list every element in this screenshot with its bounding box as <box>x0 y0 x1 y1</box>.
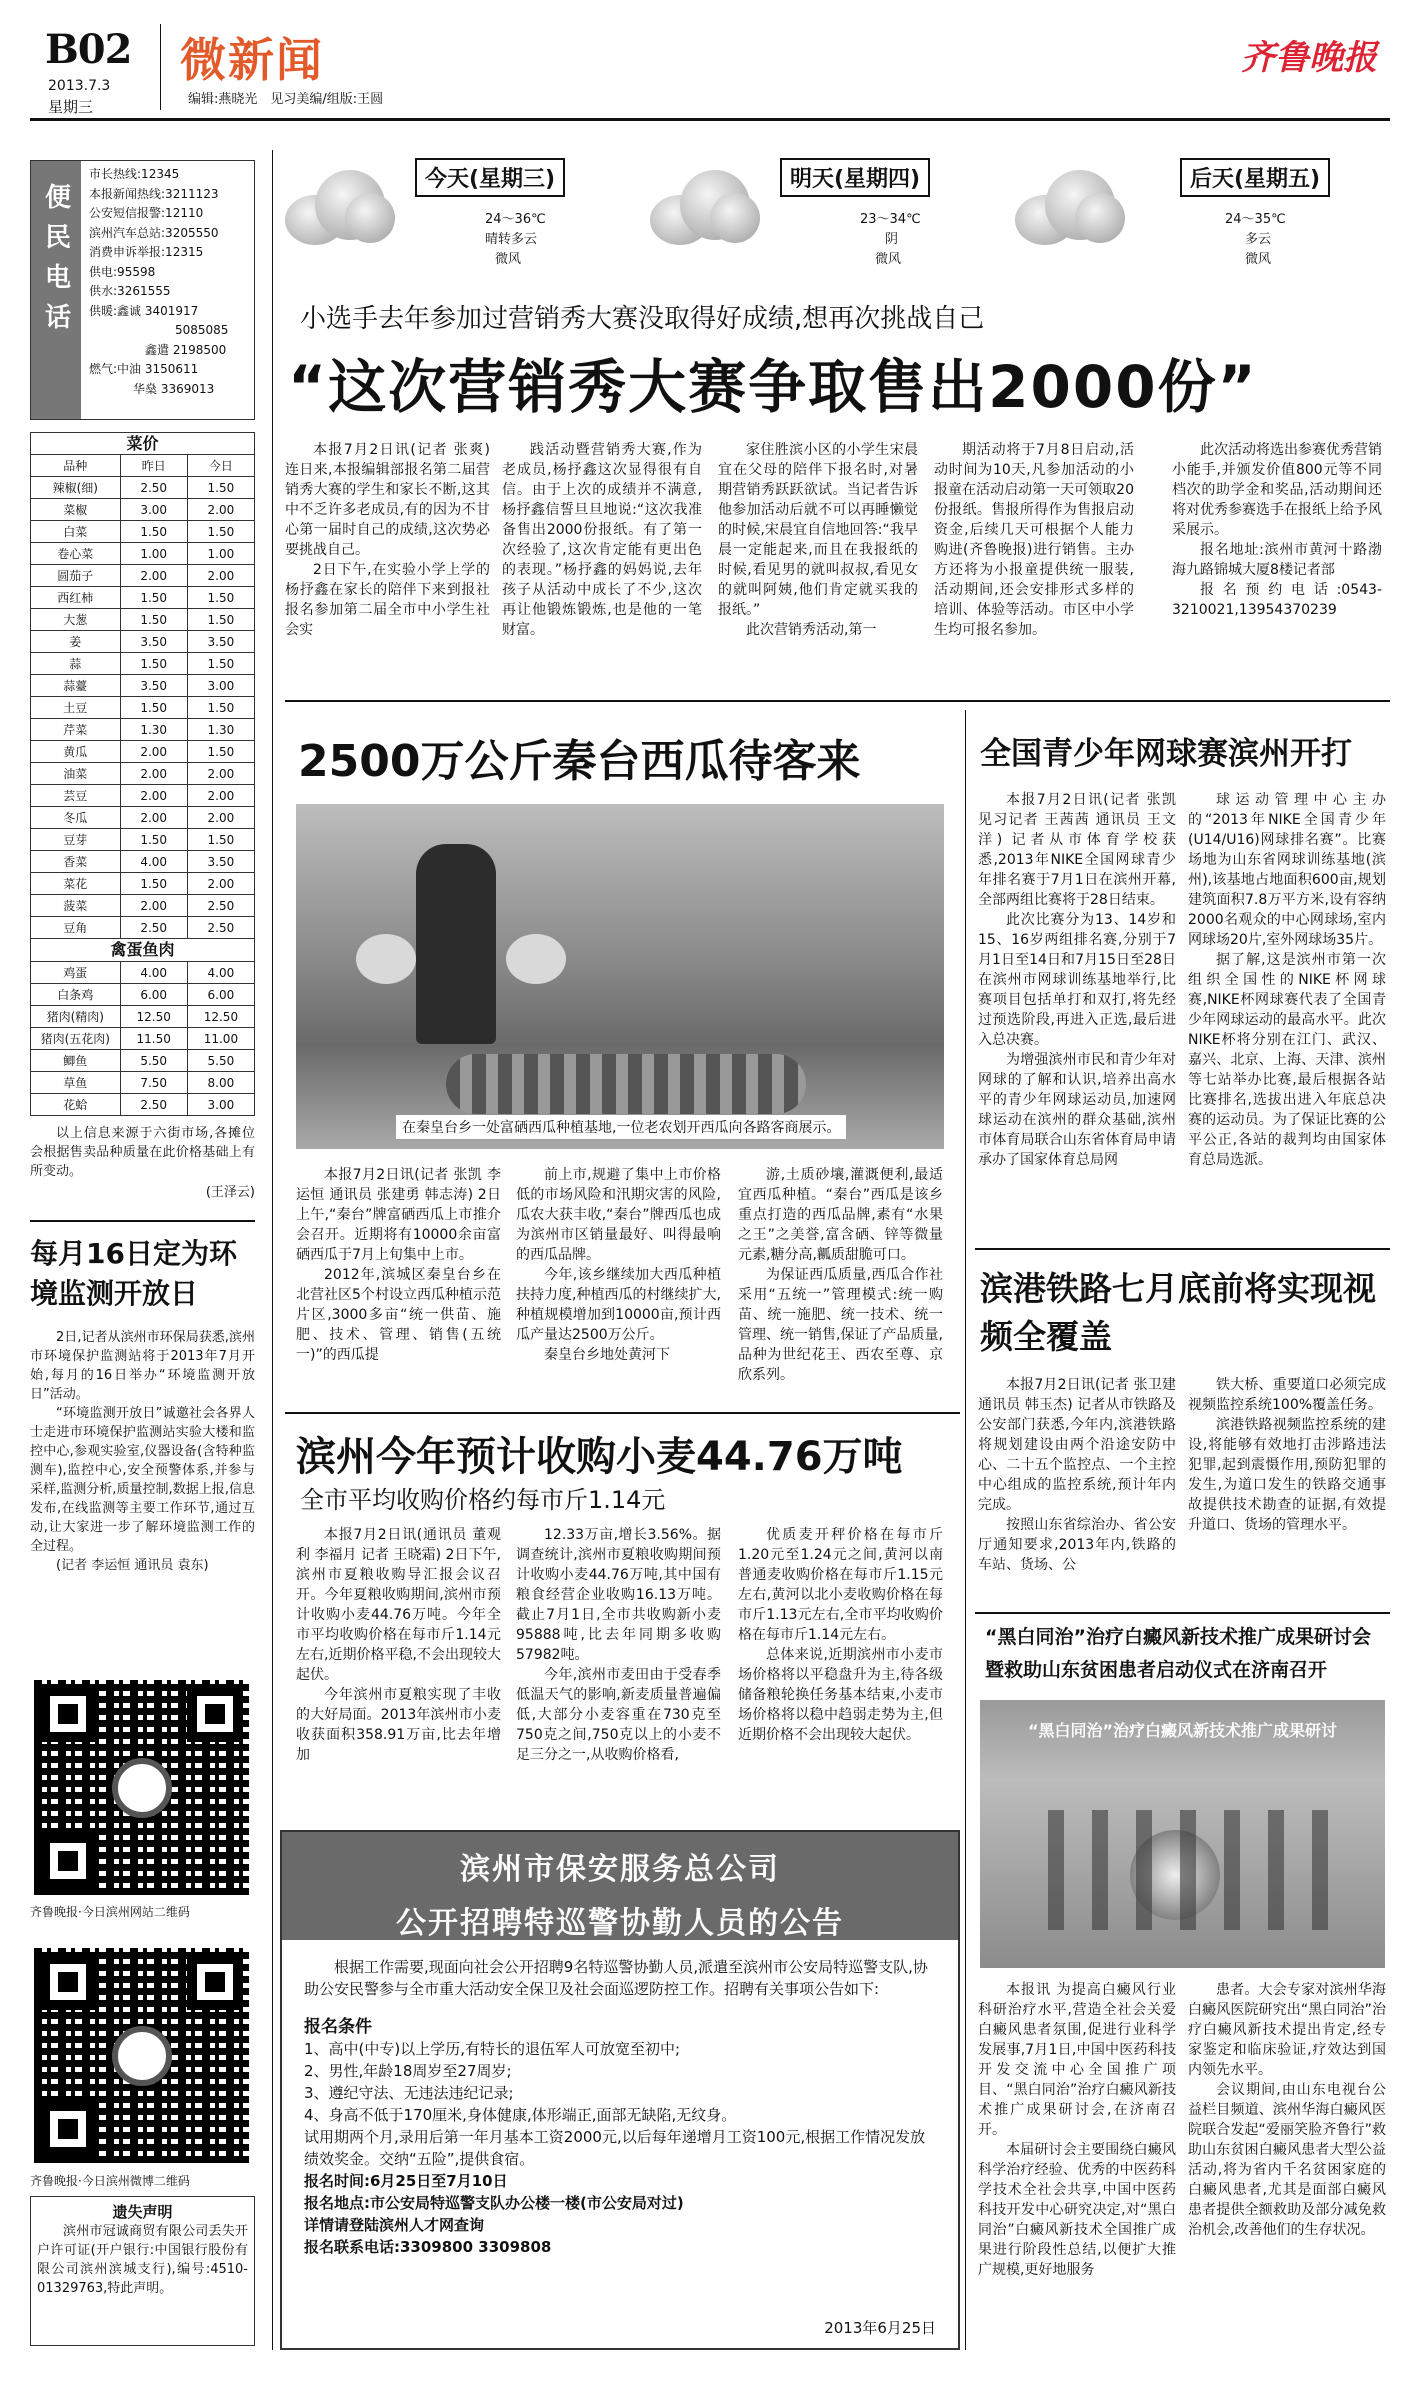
price-cell: 2.50 <box>120 1094 187 1116</box>
table-row <box>31 1094 255 1116</box>
item-name: 菜椒 <box>31 499 121 521</box>
medical-headline-2: 暨救助山东贫困患者启动仪式在济南召开 <box>985 1659 1328 1681</box>
table-row <box>31 807 255 829</box>
section-rule <box>285 1412 960 1414</box>
hotline-row: 供电:95598 <box>89 264 156 279</box>
weather-today <box>285 150 645 285</box>
paragraph: 期活动将于7月8日启动,活动时间为10天,凡参加活动的小报童在活动启动第一天可领取20份报纸。售报所得作为售报启动资金,后续几天可根据个人能力购进(齐鲁晚报)进行销售。主办方还将为小报童提供统一服装,活动期间,还会安排形式多样的培训、体验等活动。市区中小学生均可报名参加。 <box>934 442 1134 638</box>
price-cell: 2.00 <box>120 785 187 807</box>
right-column-rule <box>965 710 966 2350</box>
weather-day-title: 后天(星期五) <box>1180 158 1330 197</box>
weather-tomorrow <box>650 150 1010 285</box>
qr-code-weibo[interactable] <box>34 1948 249 2163</box>
hotline-row: 鑫遣 2198500 <box>145 342 227 357</box>
price-cell: 3.50 <box>120 631 187 653</box>
lead-headline: “这次营销秀大赛争取售出2000份” <box>288 353 1258 421</box>
recruit-detail: 详情请登陆滨州人才网查询 <box>304 2216 485 2234</box>
item-name: 鲫鱼 <box>31 1050 121 1072</box>
section-logo: 微新闻 <box>180 33 324 87</box>
paragraph: 本报7月2日讯(通讯员 董观利 李福月 记者 王晓霜) 2日下午,滨州市夏粮收购导汇报会议召开。今年夏粮收购期间,滨州市预计收购小麦44.76万吨。今年全市平均收购价格在每市斤1.14元左右,近期价格平稳,不会出现较大起伏。 <box>296 1527 501 1683</box>
price-cell: 4.00 <box>120 851 187 873</box>
table-row <box>31 565 255 587</box>
cloud-icon <box>650 165 760 245</box>
page-number: B02 <box>45 26 132 73</box>
item-name: 芹菜 <box>31 719 121 741</box>
table-row <box>31 521 255 543</box>
paragraph: 患者。大会专家对滨州华海白癜风医院研究出“黑白同治”治疗白癜风新技术提出肯定,经专家鉴定和临床验证,疗效达到国内领先水平。 <box>1188 1982 1386 2078</box>
price-cell: 2.00 <box>187 807 254 829</box>
price-cell: 2.00 <box>187 763 254 785</box>
paragraph: 总体来说,近期滨州市小麦市场价格将以平稳盘升为主,待各级储备粮轮换任务基本结束,小麦市场价格将以稳中趋弱走势为主,但近期价格不会出现较大起伏。 <box>738 1647 943 1743</box>
table-row <box>31 697 255 719</box>
recruit-header <box>282 1832 958 1940</box>
medical-headline-1: “黑白同治”治疗白癜风新技术推广成果研讨会 <box>985 1626 1371 1648</box>
tennis-col-1 <box>978 790 1176 1170</box>
hotline-row: 5085085 <box>175 323 229 337</box>
item-name: 豆角 <box>31 917 121 939</box>
paragraph: 此次比赛分为13、14岁和15、16岁两组排名赛,分别于7月1日至14日和7月15日至28日在滨州市网球训练基地举行,比赛项目包括单打和双打,将先经过预选阶段,再进入正选,最后进入总决赛。 <box>978 912 1176 1048</box>
paragraph: 今年滨州市夏粮实现了丰收的大好局面。2013年滨州市小麦收获面积358.91万亩,比去年增加 <box>296 1687 501 1763</box>
price-cell: 2.00 <box>120 807 187 829</box>
section-rule <box>285 700 1390 702</box>
melon-headline: 2500万公斤秦台西瓜待客来 <box>298 736 861 787</box>
wheat-col-1 <box>296 1525 501 1765</box>
meat-title: 禽蛋鱼肉 <box>30 939 255 961</box>
table-row <box>31 587 255 609</box>
item-name: 姜 <box>31 631 121 653</box>
table-row <box>31 873 255 895</box>
paragraph: 据了解,这是滨州市第一次组织全国性的NIKE杯网球赛,NIKE杯网球赛代表了全国青少年网球运动的最高水平。此次NIKE杯将分别在江门、武汉、嘉兴、北京、上海、天津、滨州等七站举办比赛,最后根据各站比赛排名,选拔出进入年底总决赛的运动员。为了保证比赛的公平公正,各站的裁判均由国家体育总局选派。 <box>1188 952 1386 1168</box>
lost-body: 滨州市冠诚商贸有限公司丢失开户许可证(开户银行:中国银行股份有限公司滨州滨城支行),编号:4510-01329763,特此声明。 <box>37 2224 248 2296</box>
paragraph: 球运动管理中心主办的“2013年NIKE全国青少年(U14/U16)网球排名赛”。比赛场地为山东省网球训练基地(滨州),该基地占地面积600亩,规划建筑面积7.8万平方米,设有容纳2000名观众的中心网球场,室内网球场20片,室外网球场35片。 <box>1188 792 1386 948</box>
veg-title: 菜价 <box>30 432 255 454</box>
header-cell: 今日 <box>187 455 254 477</box>
item-name: 黄瓜 <box>31 741 121 763</box>
item-name: 蒜 <box>31 653 121 675</box>
paper-logo: 齐鲁晚报 <box>1241 38 1377 78</box>
hotline-box <box>30 160 255 420</box>
table-row <box>31 895 255 917</box>
veg-table <box>30 454 255 939</box>
lead-col-5 <box>1172 440 1382 620</box>
price-cell: 2.00 <box>120 763 187 785</box>
table-row <box>31 851 255 873</box>
editors-line: 编辑:燕晓光 见习美编/组版:王圆 <box>188 92 384 107</box>
hotline-title-bar <box>31 161 81 419</box>
item-name: 豆芽 <box>31 829 121 851</box>
price-cell: 1.50 <box>120 587 187 609</box>
lost-notice <box>30 2196 255 2346</box>
item-name: 芸豆 <box>31 785 121 807</box>
item-name: 草鱼 <box>31 1072 121 1094</box>
qr-caption-website: 齐鲁晚报·今日滨州网站二维码 <box>30 1905 190 1919</box>
left-column-rule <box>272 150 273 2350</box>
weather-temp: 24～36℃ <box>485 212 546 227</box>
price-cell: 1.50 <box>187 587 254 609</box>
section-rule <box>975 1248 1390 1250</box>
hotline-row: 燃气:中油 3150611 <box>89 362 199 376</box>
price-cell: 1.00 <box>120 543 187 565</box>
price-cell: 3.50 <box>187 851 254 873</box>
item-name: 花蛤 <box>31 1094 121 1116</box>
paragraph: 按照山东省综治办、省公安厅通知要求,2013年内,铁路的车站、货场、公 <box>978 1517 1176 1573</box>
price-cell: 1.50 <box>187 697 254 719</box>
hotline-list <box>89 165 251 399</box>
lost-title: 遗失声明 <box>112 2203 173 2221</box>
paragraph: 秦皇台乡地处黄河下 <box>544 1347 670 1363</box>
hotline-row: 市长热线:12345 <box>89 167 180 181</box>
price-cell: 1.50 <box>120 521 187 543</box>
price-cell: 5.50 <box>187 1050 254 1072</box>
paragraph: 本报7月2日讯(记者 张凯 李运恒 通讯员 张建勇 韩志涛) 2日上午,“秦台”牌富硒西瓜上市推介会召开。近期将有10000余亩富硒西瓜于7月上旬集中上市。 <box>296 1167 501 1263</box>
paragraph: 为增强滨州市民和青少年对网球的了解和认识,培养出高水平的青少年网球运动员,加速网球运动在滨州的群众基础,滨州市体育局联合山东省体育局申请承办了国家体育总局网 <box>978 1052 1176 1168</box>
section-rule <box>975 1612 1390 1614</box>
melon-photo-caption: 在秦皇台乡一处富硒西瓜种植基地,一位老农划开西瓜向各路客商展示。 <box>396 1115 846 1139</box>
masthead <box>20 20 1397 116</box>
recruit-phone: 报名联系电话:3309800 3309808 <box>304 2238 552 2256</box>
price-cell: 1.50 <box>187 609 254 631</box>
veg-byline: (王泽云) <box>205 1185 255 1200</box>
paragraph: 2日下午,在实验小学上学的杨抒鑫在家长的陪伴下来到报社报名参加第二届全市中小学生社会实 <box>285 562 490 638</box>
price-cell: 2.00 <box>187 565 254 587</box>
item-name: 白条鸡 <box>31 984 121 1006</box>
price-cell: 4.00 <box>120 962 187 984</box>
table-row <box>31 741 255 763</box>
recruit-title-2: 公开招聘特巡警协勤人员的公告 <box>396 1906 844 1941</box>
hotline-title: 便民电话 <box>40 183 71 343</box>
price-cell: 2.50 <box>120 917 187 939</box>
paragraph: 铁大桥、重要道口必须完成视频监控系统100%覆盖任务。 <box>1188 1377 1386 1413</box>
weather-day-title: 今天(星期三) <box>415 158 565 197</box>
table-row <box>31 785 255 807</box>
paragraph: 家住胜滨小区的小学生宋晨宜在父母的陪伴下报名时,对暑期营销秀跃跃欲试。当记者告诉他参加活动后就不可以再睡懒觉的时候,宋晨宜自信地回答:“我早晨一定能起来,而且在我报纸的时候,看见男的就叫叔叔,看见女的就叫阿姨,他们肯定就买我的报纸。” <box>718 442 918 618</box>
paragraph: 会议期间,由山东电视台公益栏目频道、滨州华海白癜风医院联合发起“爱丽笑脸齐鲁行”救助山东贫困白癜风患者大型公益活动,将为省内千名贫困家庭的白癜风患者,尤其是面部白癜风患者提供全额救助及部分减免救治机会,改善他们的生存状况。 <box>1188 2082 1386 2238</box>
price-cell: 2.00 <box>187 785 254 807</box>
table-header <box>31 455 255 477</box>
item-name: 白菜 <box>31 521 121 543</box>
paragraph: 优质麦开秤价格在每市斤1.20元至1.24元之间,黄河以南普通麦收购价格在每市斤1.15元左右,黄河以北小麦收购价格在每市斤1.13元左右,全市平均收购价格在每市斤1.14元左右。 <box>738 1527 943 1643</box>
paragraph: 2日,记者从滨州市环保局获悉,滨州市环境保护监测站将于2013年7月开始,每月的16日举办“环境监测开放日”活动。 <box>30 1330 255 1402</box>
recruit-intro: 根据工作需要,现面向社会公开招聘9名特巡警协勤人员,派遣至滨州市公安局特巡警支队,协助公安民警参与全市重大活动安全保卫及社会面巡逻防控工作。招聘有关事项公告如下: <box>304 1958 928 1998</box>
hotline-row: 滨州汽车总站:3205550 <box>89 225 219 240</box>
rail-col-2 <box>1188 1375 1386 1535</box>
price-cell: 3.50 <box>187 631 254 653</box>
weather-desc: 阴 <box>885 232 899 247</box>
weather-temp: 24～35℃ <box>1225 212 1286 227</box>
price-cell: 1.50 <box>187 477 254 499</box>
paragraph: 践活动暨营销秀大赛,作为老成员,杨抒鑫这次显得很有自信。由于上次的成绩并不满意,杨抒鑫信誓旦旦地说:“这次我准备售出2000份报纸。有了第一次经验了,这次肯定能有更出色的表现。”杨抒鑫的妈妈说,去年孩子从活动中成长了不少,这次再让他锻炼锻炼,也是他的一笔财富。 <box>502 442 702 638</box>
price-cell: 3.00 <box>187 1094 254 1116</box>
lead-col-1 <box>285 440 490 640</box>
price-cell: 3.00 <box>187 675 254 697</box>
hotline-row: 公安短信报警:12110 <box>89 206 204 220</box>
item-name: 大葱 <box>31 609 121 631</box>
table-row <box>31 609 255 631</box>
weather-desc: 多云 <box>1245 232 1272 247</box>
recruit-trial: 试用期两个月,录用后第一年月基本工资2000元,以后每年递增月工资100元,根据工作情况发放绩效奖金。交纳“五险”,提供食宿。 <box>304 2128 926 2168</box>
weather-dayafter <box>1015 150 1385 285</box>
recruit-time: 报名时间:6月25日至7月10日 <box>304 2172 508 2190</box>
weather-day-title: 明天(星期四) <box>780 158 930 197</box>
wheat-col-3 <box>738 1525 943 1745</box>
paragraph: 游,土质砂壤,灌溉便利,最适宜西瓜种植。“秦台”西瓜是该乡重点打造的西瓜品牌,素有“水果之王”之美誉,富含硒、锌等微量元素,糖分高,瓤质甜脆可口。 <box>738 1167 943 1263</box>
medical-col-1 <box>978 1980 1176 2280</box>
item-name: 油菜 <box>31 763 121 785</box>
header-cell: 品种 <box>31 455 121 477</box>
medical-col-2 <box>1188 1980 1386 2240</box>
masthead-rule <box>30 118 1390 121</box>
cloud-icon <box>1015 165 1125 245</box>
price-cell: 2.50 <box>187 917 254 939</box>
recruit-ad <box>280 1830 960 2350</box>
paragraph: 报名预约电话:0543-3210021,13954370239 <box>1172 582 1382 618</box>
paragraph: “环境监测开放日”诚邀社会各界人士走进市环境保护监测站实验大楼和监控中心,参观实验室,仪器设备(含特种监测车),监控中心,安全预警体系,并参与采样,监测分析,质量控制,数据上报,信息发布,在线监测等主要工作环节,通过互动,让大家进一步了解环境监测工作的全过程。 <box>30 1406 255 1554</box>
price-cell: 1.50 <box>120 609 187 631</box>
item-name: 蒜薹 <box>31 675 121 697</box>
price-cell: 1.50 <box>187 829 254 851</box>
recruit-cond: 4、身高不低于170厘米,身体健康,体形端正,面部无缺陷,无纹身。 <box>304 2106 737 2124</box>
table-row <box>31 1050 255 1072</box>
price-cell: 3.00 <box>120 499 187 521</box>
price-cell: 2.00 <box>120 741 187 763</box>
table-row <box>31 763 255 785</box>
price-cell: 1.50 <box>120 653 187 675</box>
lead-col-3 <box>718 440 918 640</box>
table-row <box>31 499 255 521</box>
recruit-cond: 2、男性,年龄18周岁至27周岁; <box>304 2062 512 2080</box>
price-cell: 1.50 <box>187 653 254 675</box>
price-cell: 12.50 <box>187 1006 254 1028</box>
item-name: 土豆 <box>31 697 121 719</box>
wheat-headline: 滨州今年预计收购小麦44.76万吨 <box>296 1434 903 1480</box>
recruit-date: 2013年6月25日 <box>824 2319 936 2337</box>
env-body <box>30 1328 255 1575</box>
divider <box>160 24 161 110</box>
price-cell: 6.00 <box>120 984 187 1006</box>
price-cell: 5.50 <box>120 1050 187 1072</box>
item-name: 西红柿 <box>31 587 121 609</box>
rule <box>30 1220 255 1222</box>
price-cell: 8.00 <box>187 1072 254 1094</box>
wheat-subhead: 全市平均收购价格约每市斤1.14元 <box>300 1486 666 1514</box>
price-cell: 1.50 <box>120 697 187 719</box>
price-cell: 2.50 <box>120 477 187 499</box>
table-row <box>31 477 255 499</box>
melon-photo <box>296 804 944 1149</box>
paragraph: 滨港铁路视频监控系统的建设,将能够有效地打击涉路违法犯罪,起到震慑作用,预防犯罪的发生,为道口发生的铁路交通事故提供技术勘查的证据,有效提升道口、货场的管理水平。 <box>1188 1417 1386 1533</box>
veg-note: 以上信息来源于六街市场,各摊位会根据售卖品种质量在此价格基础上有所变动。 <box>30 1126 255 1179</box>
paragraph: 12.33万亩,增长3.56%。据调查统计,滨州市夏粮收购期间预计收购小麦44.76万吨,其中国有粮食经营企业收购16.13万吨。截止7月1日,全市共收购新小麦95888吨,比去年同期多收购57982吨。 <box>516 1527 721 1663</box>
price-cell: 1.30 <box>187 719 254 741</box>
paragraph: 今年,该乡继续加大西瓜种植扶持力度,种植西瓜的村继续扩大,种植规模增加到10000亩,预计西瓜产量达2500万公斤。 <box>516 1267 721 1343</box>
env-story <box>30 1220 255 1575</box>
paragraph: 今年,滨州市麦田由于受春季低温天气的影响,新麦质量普遍偏低,大部分小麦容重在730克至750克之间,750克以上的小麦不足三分之一,从收购价格看, <box>516 1667 721 1763</box>
paragraph: 本报7月2日讯(记者 张凯 见习记者 王茜茜 通讯员 王文洋) 记者从市体育学校获悉,2013年NIKE全国网球青少年排名赛于7月1日在滨州开幕,全部两组比赛将于28日结束。 <box>978 792 1176 908</box>
cloud-icon <box>285 165 395 245</box>
weather-temp: 23～34℃ <box>860 212 921 227</box>
paragraph: (记者 李运恒 通讯员 袁东) <box>56 1558 209 1573</box>
price-cell: 7.50 <box>120 1072 187 1094</box>
price-cell: 3.50 <box>120 675 187 697</box>
table-row <box>31 917 255 939</box>
item-name: 辣椒(细) <box>31 477 121 499</box>
veg-price-box <box>30 432 255 1200</box>
item-name: 菠菜 <box>31 895 121 917</box>
item-name: 圆茄子 <box>31 565 121 587</box>
table-row <box>31 1072 255 1094</box>
paragraph: 本报7月2日讯(记者 张卫建 通讯员 韩玉杰) 记者从市铁路及公安部门获悉,今年内,滨港铁路将规划建设由两个沿途安防中心、二十五个监控点、一个主控中心组成的监控系统,预计年内完成。 <box>978 1377 1176 1513</box>
item-name: 猪肉(五花肉) <box>31 1028 121 1050</box>
qr-code-website[interactable] <box>34 1680 249 1895</box>
item-name: 香菜 <box>31 851 121 873</box>
price-cell: 2.00 <box>187 499 254 521</box>
paragraph: 2012年,滨城区秦皇台乡在北营社区5个村设立西瓜种植示范片区,3000多亩“统一供苗、施肥、技术、管理、销售(五统一)”的西瓜提 <box>296 1267 501 1363</box>
table-row <box>31 1028 255 1050</box>
price-cell: 6.00 <box>187 984 254 1006</box>
paragraph: 为保证西瓜质量,西瓜合作社采用“五统一”管理模式:统一购苗、统一施肥、统一技术、统一管理、统一销售,保证了产品质量,品种为世纪花王、西农至尊、京欣系列。 <box>738 1267 943 1383</box>
price-cell: 11.50 <box>120 1028 187 1050</box>
paragraph: 此次营销秀活动,第一 <box>746 622 877 638</box>
price-cell: 1.50 <box>120 873 187 895</box>
recruit-cond-title: 报名条件 <box>304 2017 372 2037</box>
table-row <box>31 543 255 565</box>
hotline-row: 供水:3261555 <box>89 284 171 298</box>
paragraph: 本届研讨会主要围绕白癜风科学治疗经验、优秀的中医药科学技术全社会共享,中国中医药科技开发中心研究决定,对“黑白同治”白癜风新技术全国推广成果进行阶段性总结,以便扩大推广规模,更好地服务 <box>978 2142 1176 2278</box>
table-row <box>31 653 255 675</box>
weather-wind: 微风 <box>875 252 902 267</box>
hotline-row: 消费申诉举报:12315 <box>89 245 204 259</box>
table-row <box>31 675 255 697</box>
price-cell: 1.50 <box>187 741 254 763</box>
recruit-cond: 1、高中(中专)以上学历,有特长的退伍军人可放宽至初中; <box>304 2040 681 2058</box>
price-cell: 2.00 <box>120 895 187 917</box>
table-row <box>31 719 255 741</box>
medical-photo <box>980 1700 1385 1968</box>
table-row <box>31 984 255 1006</box>
price-cell: 12.50 <box>120 1006 187 1028</box>
price-cell: 4.00 <box>187 962 254 984</box>
weather-desc: 晴转多云 <box>485 232 538 247</box>
item-name: 菜花 <box>31 873 121 895</box>
header-cell: 昨日 <box>120 455 187 477</box>
tennis-headline: 全国青少年网球赛滨州开打 <box>980 736 1352 772</box>
tennis-col-2 <box>1188 790 1386 1170</box>
weather-wind: 微风 <box>1245 252 1272 267</box>
issue-date: 2013.7.3 <box>48 78 111 94</box>
qr-caption-weibo: 齐鲁晚报·今日滨州微博二维码 <box>30 2174 190 2188</box>
price-cell: 1.30 <box>120 719 187 741</box>
hotline-row: 供暖:鑫诚 3401917 <box>89 303 199 318</box>
melon-col-2 <box>516 1165 721 1365</box>
env-headline: 每月16日定为环境监测开放日 <box>30 1237 237 1310</box>
medical-banner: “黑白同治”治疗白癜风新技术推广成果研讨 <box>1027 1721 1338 1740</box>
paragraph: 此次活动将选出参赛优秀营销小能手,并颁发价值800元等不同档次的助学金和奖品,活动期间还将对优秀参赛选手在报纸上给予风采展示。 <box>1172 442 1382 538</box>
table-row <box>31 829 255 851</box>
price-cell: 11.00 <box>187 1028 254 1050</box>
lead-kicker: 小选手去年参加过营销秀大赛没取得好成绩,想再次挑战自己 <box>300 304 985 334</box>
paragraph: 本报讯 为提高白癜风行业科研治疗水平,营造全社会关爱白癜风患者氛围,促进行业科学发展事,7月1日,中国中医药科技开发交流中心全国推广项目、“黑白同治”治疗白癜风新技术推广成果研讨会,在济南召开。 <box>978 1982 1176 2138</box>
price-cell: 1.00 <box>187 543 254 565</box>
price-cell: 2.00 <box>187 873 254 895</box>
item-name: 冬瓜 <box>31 807 121 829</box>
melon-col-1 <box>296 1165 501 1365</box>
paragraph: 前上市,规避了集中上市价格低的市场风险和汛期灾害的风险,瓜农大获丰收,“秦台”牌西瓜也成为滨州市区销量最好、叫得最响的西瓜品牌。 <box>516 1167 721 1263</box>
issue-weekday: 星期三 <box>48 98 94 116</box>
table-row <box>31 631 255 653</box>
weather-strip <box>285 150 1390 285</box>
item-name: 卷心菜 <box>31 543 121 565</box>
lead-col-2 <box>502 440 702 640</box>
price-cell: 1.50 <box>120 829 187 851</box>
hotline-row: 华燊 3369013 <box>133 381 215 396</box>
price-cell: 2.50 <box>187 895 254 917</box>
recruit-title-1: 滨州市保安服务总公司 <box>460 1852 780 1887</box>
meat-table <box>30 961 255 1116</box>
item-name: 猪肉(精肉) <box>31 1006 121 1028</box>
paragraph: 报名地址:滨州市黄河十路渤海九路锦城大厦8楼记者部 <box>1172 542 1382 578</box>
recruit-cond: 3、遵纪守法、无违法违纪记录; <box>304 2084 514 2102</box>
price-cell: 1.50 <box>187 521 254 543</box>
paragraph: 本报7月2日讯(记者 张爽) 连日来,本报编辑部报名第二届营销秀大赛的学生和家长不断,这其中不乏许多老成员,有的因为不甘心第一届时自己的成绩,这次势必要挑战自己。 <box>285 442 490 558</box>
table-row <box>31 1006 255 1028</box>
table-row <box>31 962 255 984</box>
price-cell: 2.00 <box>120 565 187 587</box>
hotline-row: 本报新闻热线:3211123 <box>89 186 219 201</box>
wheat-col-2 <box>516 1525 721 1765</box>
rail-col-1 <box>978 1375 1176 1575</box>
recruit-place: 报名地点:市公安局特巡警支队办公楼一楼(市公安局对过) <box>304 2194 684 2212</box>
weather-wind: 微风 <box>495 252 522 267</box>
lead-col-4 <box>934 440 1134 640</box>
rail-headline: 滨港铁路七月底前将实现视频全覆盖 <box>980 1269 1376 1356</box>
item-name: 鸡蛋 <box>31 962 121 984</box>
melon-col-3 <box>738 1165 943 1385</box>
